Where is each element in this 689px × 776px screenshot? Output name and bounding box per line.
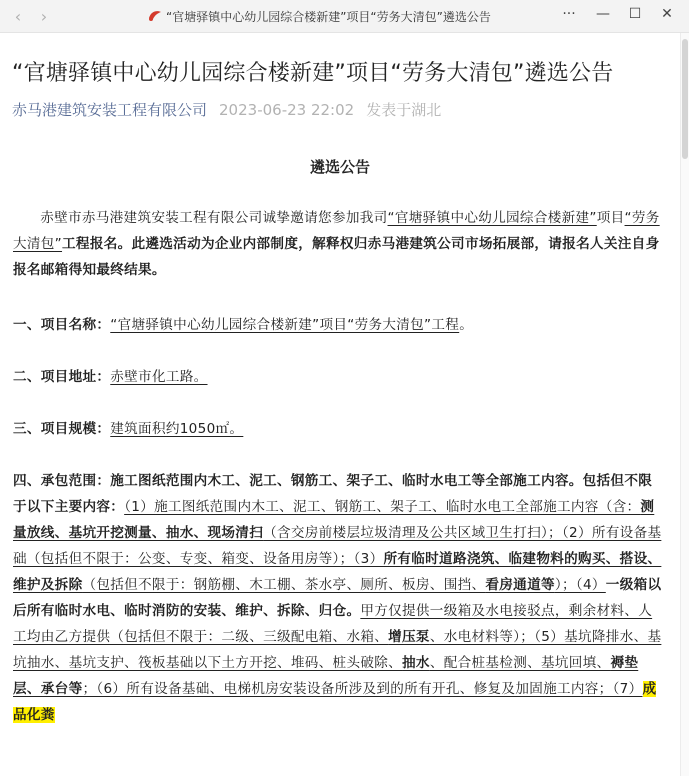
intro-text: 项目 (596, 210, 625, 226)
intro-notice: 工程报名。此遴选活动为企业内部制度，解释权归赤马港建筑公司市场拓展部，请报名人关注自身报名邮箱得知最终结果。 (13, 236, 660, 278)
section-label: 二、项目地址： (13, 369, 111, 385)
scope-text: 褥垫层、承台等 (13, 655, 639, 697)
scope-text: ；（6）所有设备基础、电梯机房安装设备所涉及到的所有开孔、修复及加固施工内容；（7） (82, 681, 643, 697)
project-scale-value: 建筑面积约1050㎡。 (110, 421, 244, 437)
back-arrow-icon[interactable]: ‹ (14, 7, 22, 26)
section-project-address (13, 364, 663, 390)
section-text: 。 (459, 317, 474, 333)
scope-text: 增压泵 (388, 629, 430, 645)
intro-paragraph (13, 205, 663, 283)
scrollbar-thumb[interactable] (682, 39, 688, 159)
section-contract-scope (13, 468, 663, 728)
section-label: 一、项目名称： (13, 317, 111, 333)
scope-text: 甲方仅提供一级箱及水电接驳点，剩余材料、人工均由乙方提供（包括但不限于：二级、三级配电箱、水箱、 (13, 603, 653, 645)
forward-arrow-icon[interactable]: › (40, 7, 48, 26)
scope-text: 、水电材料等）；（5）基坑降排水、基坑抽水、基坑支护、筏板基础以下土方开挖、堆码、桩头破除、 (13, 629, 662, 671)
window-title: “官塘驿镇中心幼儿园综合楼新建”项目“劳务大清包”遴选公告 (166, 10, 491, 24)
intro-text: 赤壁市赤马港建筑安装工程有限公司诚挚邀请您参加我司 (40, 210, 388, 226)
scope-highlight: 成品化粪 (13, 681, 657, 723)
article-meta (12, 99, 441, 120)
window-titlebar (0, 0, 689, 33)
scope-text: 看房通道等 (485, 577, 555, 593)
more-menu-icon[interactable]: ··· (562, 6, 576, 22)
publish-date: 2023-06-23 22:02 (219, 101, 355, 119)
scope-text: 、配合桩基检测、基坑回填、 (429, 655, 611, 671)
section-project-name (13, 312, 663, 338)
section-label: 四、承包范围： (13, 473, 111, 489)
scope-text: （包括但不限于：钢筋棚、木工棚、茶水亭、厕所、板房、围挡、 (82, 577, 486, 593)
scope-text: 施工图纸范围内木工、泥工、钢筋工、架子工、临时水电工等全部施工内容。包括但不限于以下主要内容： (13, 473, 653, 515)
scope-text: 测量放线、基坑开挖测量、抽水、现场清扫 (13, 499, 655, 541)
close-icon[interactable]: ✕ (661, 6, 673, 22)
scope-text: （含交房前楼层垃圾清理及公共区域卫生打扫）；（2）所有设备基础（包括但不限于：公变、专变、箱变、设备用房等）；（3） (13, 525, 662, 567)
scope-text: 所有临时道路浇筑、临建物料的购买、搭设、维护及拆除 (13, 551, 662, 593)
intro-package-name: “劳务大清包” (13, 210, 660, 252)
section-project-scale (13, 416, 663, 442)
scrollbar[interactable] (680, 33, 689, 776)
scope-text: （1）施工图纸范围内木工、泥工、钢筋工、架子工、临时水电工全部施工内容（含： (124, 499, 641, 515)
section-label: 三、项目规模： (13, 421, 111, 437)
project-address-value: 赤壁市化工路。 (110, 369, 208, 385)
document-heading: 遴选公告 (309, 158, 370, 176)
article-title: “官塘驿镇中心幼儿园综合楼新建”项目“劳务大清包”遴选公告 (12, 61, 614, 86)
account-name-link[interactable]: 赤马港建筑安装工程有限公司 (12, 101, 208, 119)
project-name-value: “官塘驿镇中心幼儿园综合楼新建”项目“劳务大清包”工程 (110, 317, 460, 333)
scope-text: ）；（4） (554, 577, 606, 593)
minimize-icon[interactable]: — (596, 6, 610, 22)
publish-location: 发表于湖北 (366, 101, 442, 119)
maximize-icon[interactable]: ☐ (628, 6, 642, 22)
app-logo-icon (147, 8, 163, 22)
scope-text: 一级箱以后所有临时水电、临时消防的安装、维护、拆除、归仓。 (13, 577, 662, 619)
scope-text: 抽水 (402, 655, 430, 671)
intro-project-name: “官塘驿镇中心幼儿园综合楼新建” (387, 210, 597, 226)
